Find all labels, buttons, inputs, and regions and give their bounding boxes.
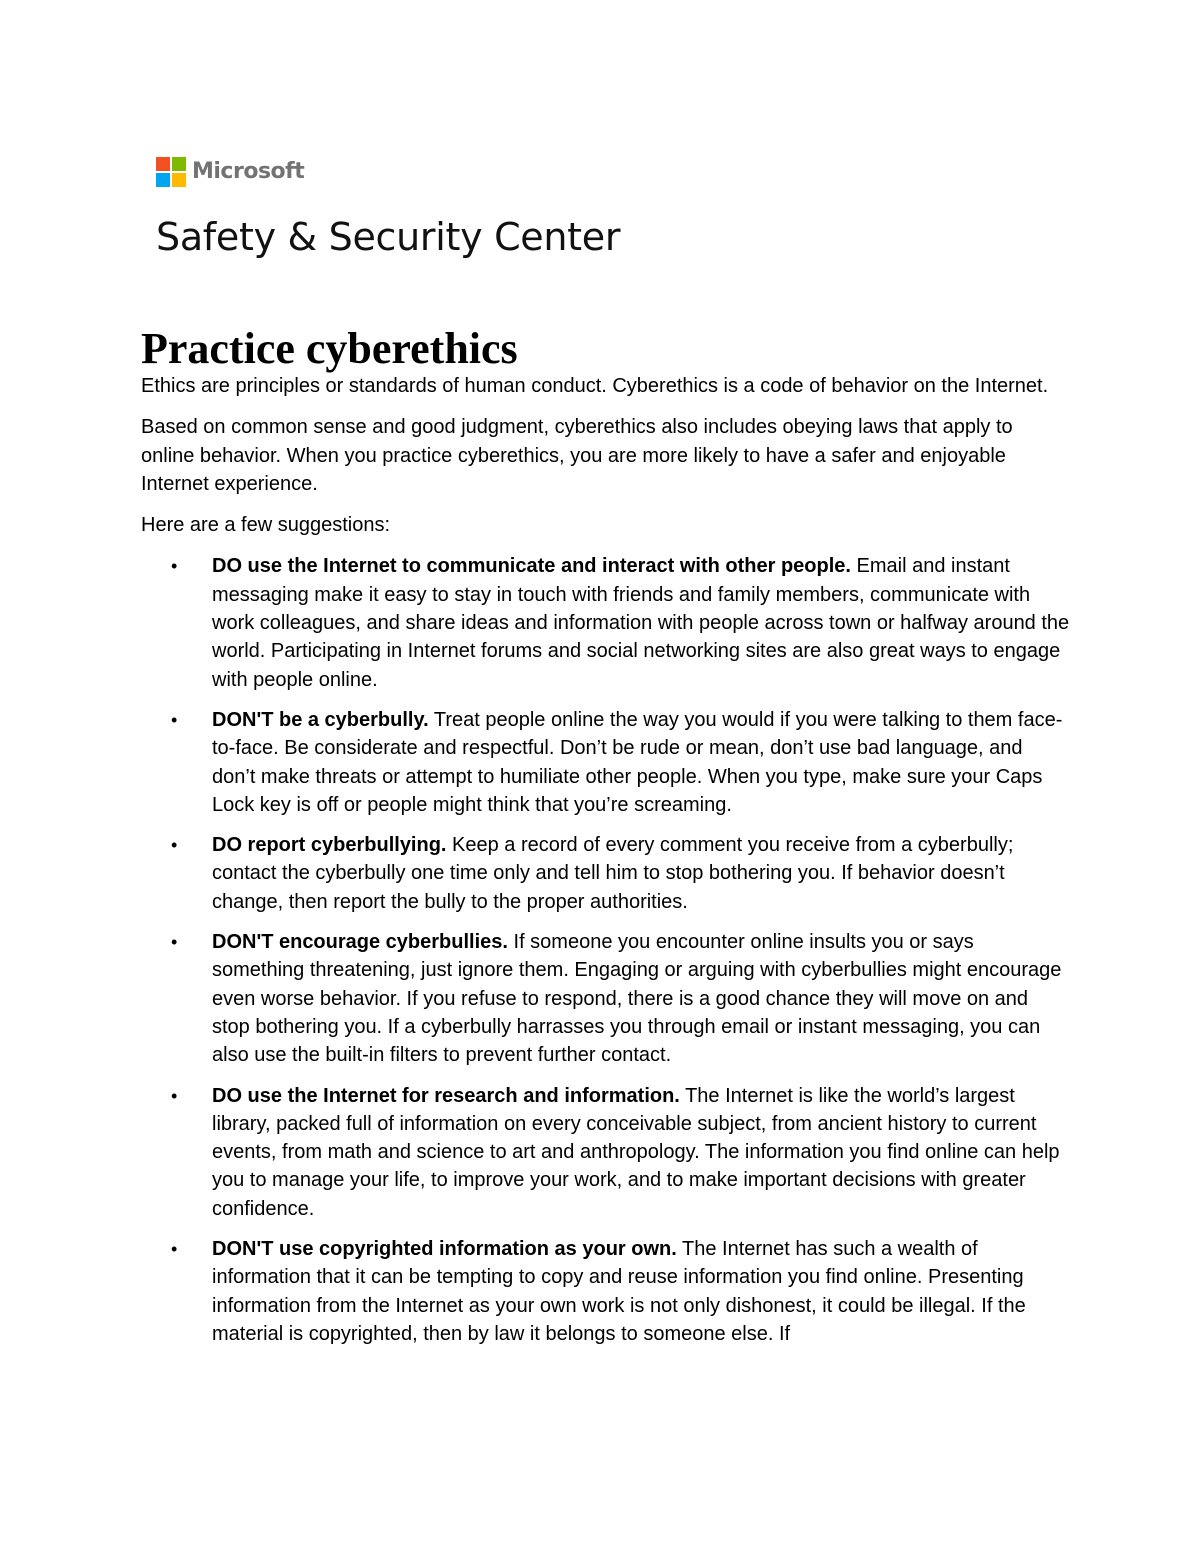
microsoft-logo [156,157,304,187]
document-body [141,372,1071,1360]
tip-text: If someone you encounter online insults you or says something threatening, just ignore them. Engaging or arguing with cyberbullies might encourage even worse behavior. If you refuse to respond, there is a good chance they will move on and stop bothering you. If a cyberbully harrasses you through email or instant messaging, you can also use the built-in filters to prevent further contact. [212,931,1062,1067]
list-item [141,706,1071,819]
bullet-icon: • [171,556,178,577]
bullet-icon: • [171,709,178,730]
list-item [141,1082,1071,1223]
list-item [141,1235,1071,1348]
logo-square-blue [156,173,170,187]
bullet-icon: • [171,1085,178,1106]
page-title: Practice cyberethics [141,324,518,374]
banner-heading: Safety & Security Center [156,215,621,259]
tip-lead: DO use the Internet for research and information. [212,1084,680,1107]
tip-lead: DO use the Internet to communicate and interact with other people. [212,555,851,578]
common-sense-paragraph: Based on common sense and good judgment, cyberethics also includes obeying laws that apply to online behavior. When you practice cyberethics, you are more likely to have a safer and enjoyable Internet experience. [141,416,1013,495]
logo-square-yellow [172,173,186,187]
microsoft-wordmark: Microsoft [192,159,305,184]
tip-lead: DON'T encourage cyberbullies. [212,931,508,954]
tip-lead: DON'T be a cyberbully. [212,708,429,731]
intro-paragraph: Ethics are principles or standards of human conduct. Cyberethics is a code of behavior on the Internet. [141,375,1049,397]
bullet-icon: • [171,932,178,953]
logo-square-green [172,157,186,171]
bullet-icon: • [171,1239,178,1260]
suggestions-intro: Here are a few suggestions: [141,514,391,537]
logo-square-red [156,157,170,171]
microsoft-windows-grid-icon [156,157,186,187]
tip-text: The Internet is like the world’s largest library, packed full of information on every conceivable subject, from ancient history to current events, from math and science to art and anthropology. The information you find online can help you to manage your life, to improve your work, and to make important decisions with greater confidence. [212,1084,1060,1220]
suggestions-list [141,552,1071,1348]
list-item [141,831,1071,916]
tip-text: The Internet has such a wealth of information that it can be tempting to copy and reuse information you find online. Presenting information from the Internet as your own work is not only dishonest, it could be illegal. If the material is copyrighted, then by law it belongs to someone else. If [212,1238,1026,1345]
bullet-icon: • [171,835,178,856]
list-item [141,552,1071,693]
tip-text: Treat people online the way you would if you were talking to them face-to-face. Be considerate and respectful. Don’t be rude or mean, don’t use bad language, and don’t make threats or attempt to humiliate other people. When you type, make sure your Caps Lock key is off or people might think that you’re screaming. [212,708,1063,816]
tip-text: Email and instant messaging make it easy to stay in touch with friends and family members, communicate with work colleagues, and share ideas and information with people across town or halfway around the world. Participating in Internet forums and social networking sites are also great ways to engage with people online. [212,555,1070,691]
tip-text: Keep a record of every comment you receive from a cyberbully; contact the cyberbully one time only and tell him to stop bothering you. If behavior doesn’t change, then report the bully to the proper authorities. [212,834,1014,913]
tip-lead: DO report cyberbullying. [212,834,447,857]
tip-lead: DON'T use copyrighted information as your own. [212,1238,677,1261]
list-item [141,928,1071,1069]
